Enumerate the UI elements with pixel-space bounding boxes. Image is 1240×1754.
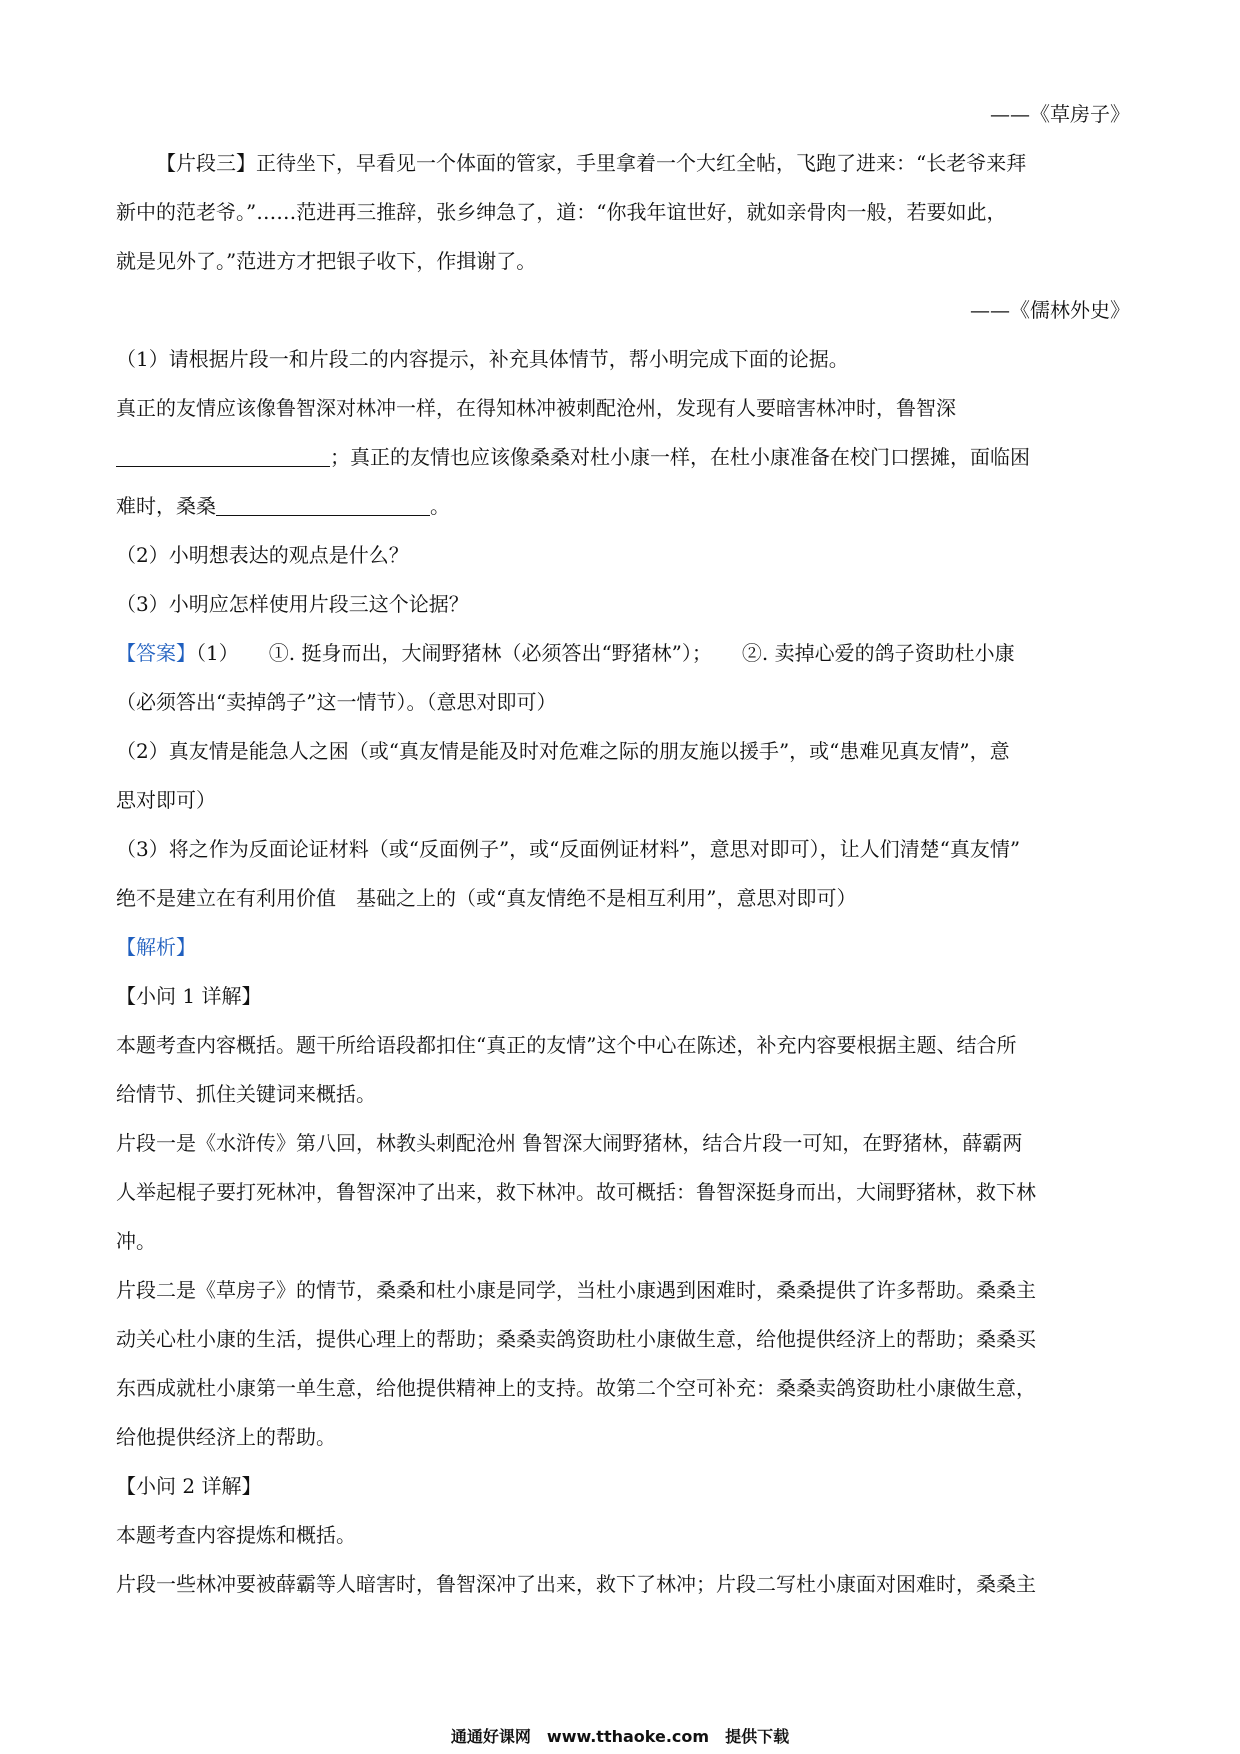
analysis-line: 片段一是《水浒传》第八回，林教头刺配沧州 鲁智深大闹野猪林，结合片段一可知，在野猪林，薛霸两 [116, 1131, 1023, 1155]
analysis-tag: 【解析】 [116, 935, 196, 959]
answer-line: 思对即可） [116, 788, 216, 812]
prompt-text: ；真正的友情也应该像桑桑对杜小康一样，在杜小康准备在校门口摆摊，面临困 [330, 445, 1030, 469]
answer-line: （必须答出“卖掉鸽子”这一情节）。（意思对即可） [116, 690, 557, 714]
analysis-line: 冲。 [116, 1229, 156, 1253]
subquestion-2-heading: 【小问 2 详解】 [116, 1474, 262, 1498]
analysis-line: 本题考查内容概括。题干所给语段都扣住“真正的友情”这个中心在陈述，补充内容要根据主题、结合所 [116, 1033, 1017, 1057]
answer-line: （3）将之作为反面论证材料（或“反面例子”，或“反面例证材料”，意思对即可），让人们清楚“真友情” [116, 837, 1021, 861]
analysis-line: 给他提供经济上的帮助。 [116, 1425, 336, 1449]
source-caption-caofangzi: ——《草房子》 [990, 102, 1130, 126]
analysis-line: 片段二是《草房子》的情节，桑桑和杜小康是同学，当杜小康遇到困难时，桑桑提供了许多帮助。桑桑主 [116, 1278, 1036, 1302]
source-caption-rulinwaishi: ——《儒林外史》 [970, 298, 1130, 322]
analysis-line: 片段一些林冲要被薛霸等人暗害时，鲁智深冲了出来，救下了林冲；片段二写杜小康面对困难时，桑桑主 [116, 1572, 1036, 1596]
prompt-text: 难时，桑桑 [116, 494, 216, 518]
answer-tag: 【答案】 [116, 641, 196, 665]
excerpt-three-line: 【片段三】正待坐下，早看见一个体面的管家，手里拿着一个大红全帖，飞跑了进来：“长老爷来拜 [156, 151, 1027, 175]
answer-text: （1） ①. 挺身而出，大闹野猪林（必须答出“野猪林”）； ②. 卖掉心爱的鸽子资助杜小康 [196, 641, 1015, 665]
subquestion-1-heading: 【小问 1 详解】 [116, 984, 262, 1008]
excerpt-three-line: 就是见外了。”范进方才把银子收下，作揖谢了。 [116, 249, 537, 273]
excerpt-three-line: 新中的范老爷。”……范进再三推辞，张乡绅急了，道：“你我年谊世好，就如亲骨肉一般，若要如此， [116, 200, 1007, 224]
answer-blank-2[interactable] [216, 495, 430, 516]
page-footer: 通通好课网 www.tthaoke.com 提供下载 [450, 1727, 790, 1746]
analysis-line: 本题考查内容提炼和概括。 [116, 1523, 356, 1547]
question-1: （1）请根据片段一和片段二的内容提示，补充具体情节，帮小明完成下面的论据。 [116, 347, 849, 371]
answer-blank-1[interactable] [116, 446, 330, 467]
analysis-line: 东西成就杜小康第一单生意，给他提供精神上的支持。故第二个空可补充：桑桑卖鸽资助杜小康做生意， [116, 1376, 1036, 1400]
question-1-prompt-line [116, 492, 1130, 541]
answer-line: （2）真友情是能急人之困（或“真友情是能及时对危难之际的朋友施以援手”，或“患难见真友情”，意 [116, 739, 1010, 763]
document-body [116, 100, 1130, 1619]
prompt-text: 。 [430, 494, 450, 518]
answer-line [116, 639, 1130, 688]
question-3: （3）小明应怎样使用片段三这个论据？ [116, 592, 469, 616]
question-1-prompt-line: 真正的友情应该像鲁智深对林冲一样，在得知林冲被刺配沧州，发现有人要暗害林冲时，鲁智深 [116, 396, 956, 420]
answer-line: 绝不是建立在有利用价值 基础之上的（或“真友情绝不是相互利用”，意思对即可） [116, 886, 857, 910]
analysis-line: 给情节、抓住关键词来概括。 [116, 1082, 376, 1106]
question-2: （2）小明想表达的观点是什么？ [116, 543, 409, 567]
question-1-prompt-line [116, 443, 1130, 492]
analysis-line: 动关心杜小康的生活，提供心理上的帮助；桑桑卖鸽资助杜小康做生意，给他提供经济上的帮助；桑桑买 [116, 1327, 1036, 1351]
analysis-line: 人举起棍子要打死林冲，鲁智深冲了出来，救下林冲。故可概括：鲁智深挺身而出，大闹野猪林，救下林 [116, 1180, 1036, 1204]
